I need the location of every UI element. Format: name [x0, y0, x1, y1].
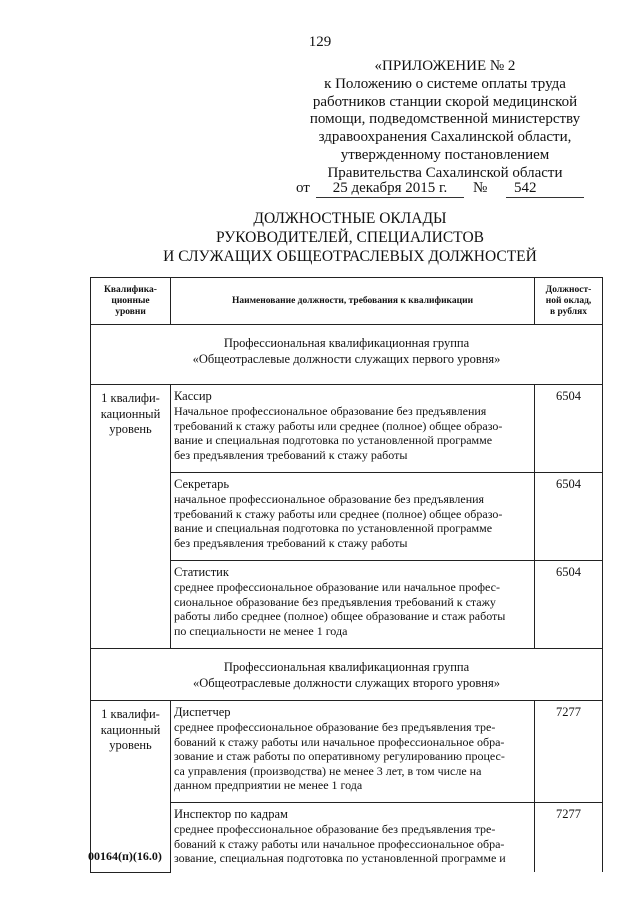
appendix-line: утвержденному постановлением — [340, 146, 550, 163]
qualification-level: 1 квалифи- кационный уровень — [91, 701, 171, 873]
header-position: Наименование должности, требования к квалификации — [171, 278, 535, 325]
position-name: Кассир — [174, 389, 212, 403]
page-number: 129 — [308, 34, 332, 50]
position-requirements: среднее профессиональное образование без предъявления тре- бований к стажу работы или начальное профессиональное обра- зование, специальная подготовка по установленной программе и — [174, 822, 506, 865]
position-name: Диспетчер — [174, 705, 231, 719]
table-header-row — [91, 278, 603, 325]
header-level: Квалифика- ционные уровни — [91, 278, 171, 325]
appendix-line: «ПРИЛОЖЕНИЕ № 2 — [374, 58, 516, 74]
group-title-line: Профессиональная квалификационная группа — [223, 336, 470, 350]
table-row — [91, 385, 603, 473]
position-cell — [171, 473, 535, 561]
group-header-row — [91, 649, 603, 701]
position-name: Инспектор по кадрам — [174, 807, 288, 821]
group-title-line: «Общеотраслевые должности служащих первого уровня» — [192, 351, 501, 366]
group-header-row — [91, 325, 603, 385]
salary-value: 6504 — [535, 385, 603, 473]
salary-value: 7277 — [535, 803, 603, 873]
salary-value: 6504 — [535, 473, 603, 561]
resolution-date-line — [296, 180, 596, 198]
salary-value: 6504 — [535, 561, 603, 649]
salary-table — [90, 277, 603, 873]
resolution-date: 25 декабря 2015 г. — [316, 180, 464, 198]
appendix-header — [300, 58, 590, 183]
appendix-line: работников станции скорой медицинской — [312, 93, 578, 110]
appendix-line: помощи, подведомственной министерству — [309, 111, 581, 128]
salary-value: 7277 — [535, 701, 603, 803]
group-title-line: «Общеотраслевые должности служащих второго уровня» — [193, 675, 500, 690]
position-cell — [171, 385, 535, 473]
group-title — [91, 325, 603, 385]
position-requirements: начальное профессиональное образование без предъявления требований к стажу работы или среднее (полное) общее образо- вание и специальная подготовка по установленной программе без предъявления требований к стажу работы — [174, 492, 503, 550]
qualification-level: 1 квалифи- кационный уровень — [91, 385, 171, 649]
header-salary: Должност- ной оклад, в рублях — [535, 278, 603, 325]
date-prefix: от — [296, 180, 310, 196]
number-prefix: № — [473, 180, 488, 196]
group-title-line: Профессиональная квалификационная группа — [223, 660, 470, 674]
group-title — [91, 649, 603, 701]
position-requirements: среднее профессиональное образование без предъявления тре- бований к стажу работы или начальное профессиональное обра- зование и стаж работы по оперативному регулированию процес- са управления (производства) не менее 3 лет, в том числе на данном предприятии не менее 1 года — [174, 720, 505, 792]
title-line: ДОЛЖНОСТНЫЕ ОКЛАДЫ — [253, 210, 447, 227]
position-cell — [171, 701, 535, 803]
table-row — [91, 701, 603, 803]
position-cell — [171, 803, 535, 873]
position-name: Секретарь — [174, 477, 230, 491]
footer-document-code: 00164(п)(16.0) — [88, 849, 162, 863]
position-requirements: Начальное профессиональное образование без предъявления требований к стажу работы или среднее (полное) общее образо- вание и специальная подготовка по установленной программе без предъявления требований к стажу работы — [174, 404, 503, 462]
resolution-number: 542 — [506, 180, 584, 198]
appendix-line: к Положению о системе оплаты труда — [324, 75, 566, 92]
appendix-line: здравоохранения Сахалинской области, — [318, 129, 572, 146]
position-cell — [171, 561, 535, 649]
appendix-line: Правительства Сахалинской области — [327, 164, 563, 181]
document-title — [0, 209, 640, 266]
title-line: РУКОВОДИТЕЛЕЙ, СПЕЦИАЛИСТОВ — [216, 229, 484, 246]
title-line: И СЛУЖАЩИХ ОБЩЕОТРАСЛЕВЫХ ДОЛЖНОСТЕЙ — [163, 248, 537, 265]
position-name: Статистик — [174, 565, 229, 579]
position-requirements: среднее профессиональное образование или начальное профес- сиональное образование без предъявления требований к стажу работы либо среднее (полное) общее образование и стаж работы по специальности не менее 1 года — [174, 580, 506, 638]
